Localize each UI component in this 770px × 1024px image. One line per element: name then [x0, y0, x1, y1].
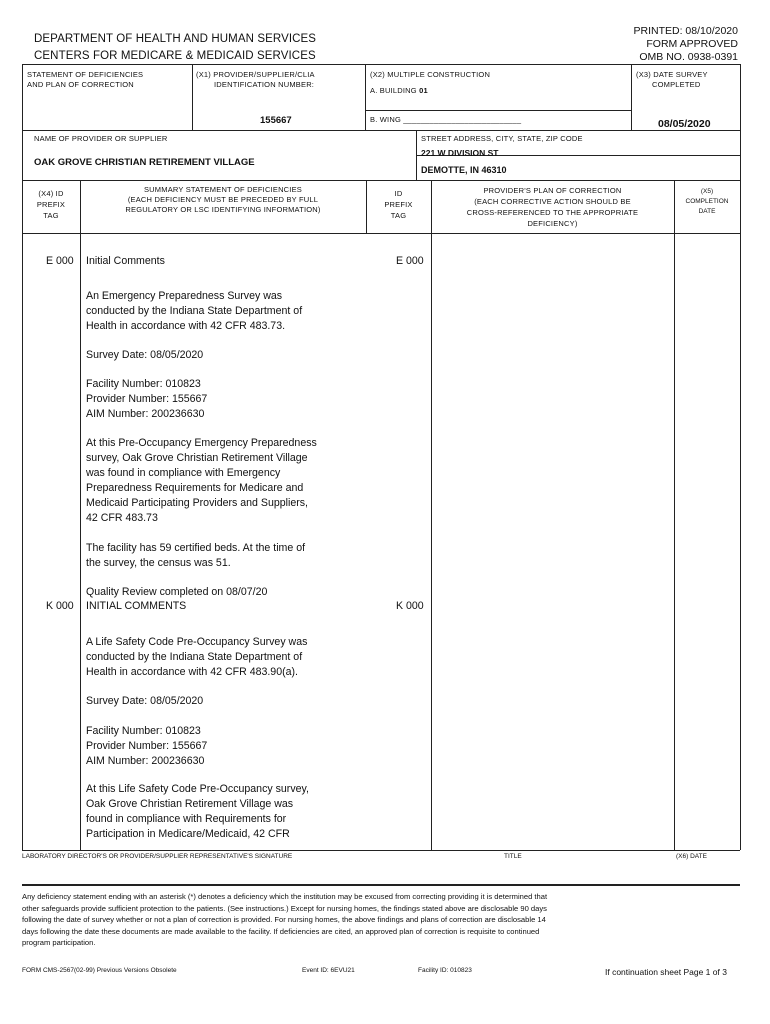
border [740, 64, 741, 850]
paragraph [86, 289, 346, 334]
text-line: At this Life Safety Code Pre-Occupancy survey, [86, 783, 309, 795]
divider [22, 64, 740, 65]
text-line: survey, Oak Grove Christian Retirement Village [86, 452, 308, 464]
e000-title: Initial Comments [86, 255, 165, 267]
text-line: Oak Grove Christian Retirement Village was [86, 798, 294, 810]
text-line: A Life Safety Code Pre-Occupancy Survey was [86, 636, 308, 648]
text-line: Survey Date: 08/05/2020 [86, 695, 204, 707]
divider [365, 110, 631, 111]
statement-label: AND PLAN OF CORRECTION [27, 80, 134, 89]
completion-header: (X5) COMPLETION DATE [685, 188, 729, 215]
building-value: 01 [419, 86, 428, 95]
paragraph [86, 782, 346, 842]
paragraph [86, 724, 346, 769]
column-divider [80, 180, 81, 850]
paragraph [86, 694, 346, 709]
statement-label: STATEMENT OF DEFICIENCIES [27, 70, 144, 79]
k000-title: INITIAL COMMENTS [86, 600, 187, 612]
form-approved: FORM APPROVED [646, 38, 738, 50]
x1-label: IDENTIFICATION NUMBER: [214, 80, 315, 89]
divider [192, 64, 193, 130]
text-line: Quality Review completed on 08/07/20 [86, 586, 268, 598]
signature-label: LABORATORY DIRECTOR'S OR PROVIDER/SUPPLIER REPRESENTATIVE'S SIGNATURE [22, 853, 293, 860]
text-line: Participation in Medicare/Medicaid, 42 CFR [86, 828, 290, 840]
text-line: was found in compliance with Emergency [86, 467, 281, 479]
divider [365, 64, 366, 130]
text-line: conducted by the Indiana State Department of [86, 651, 303, 663]
text-line: Survey Date: 08/05/2020 [86, 349, 204, 361]
department-name: DEPARTMENT OF HEALTH AND HUMAN SERVICES [34, 33, 317, 45]
divider [22, 180, 740, 181]
text-line: Health in accordance with 42 CFR 483.73. [86, 320, 286, 332]
text-line: 42 CFR 483.73 [86, 512, 158, 524]
text-line: Provider Number: 155667 [86, 740, 208, 752]
divider [22, 130, 740, 131]
paragraph [86, 585, 346, 600]
text-line: Any deficiency statement ending with an asterisk (*) denotes a deficiency which the institution may be excused from correcting providing it is determined that [22, 892, 548, 901]
paragraph [86, 377, 346, 422]
paragraph [86, 436, 346, 526]
provider-name-label: NAME OF PROVIDER OR SUPPLIER [34, 134, 168, 143]
text-line: the survey, the census was 51. [86, 557, 231, 569]
text-line: Facility Number: 010823 [86, 378, 201, 390]
text-line: program participation. [22, 938, 96, 948]
text-line: Preparedness Requirements for Medicare and [86, 482, 304, 494]
divider [22, 233, 740, 234]
divider [631, 64, 632, 130]
x2-label: (X2) MULTIPLE CONSTRUCTION [370, 70, 491, 79]
k000-tag: K 000 [46, 600, 74, 612]
printed-date: PRINTED: 08/10/2020 [633, 25, 738, 37]
text-line: AIM Number: 200236630 [86, 408, 205, 420]
agency-name: CENTERS FOR MEDICARE & MEDICAID SERVICES [34, 50, 316, 62]
text-line: Health in accordance with 42 CFR 483.90(a). [86, 666, 298, 678]
paragraph [86, 635, 346, 680]
plan-header: PROVIDER'S PLAN OF CORRECTION (EACH CORRECTIVE ACTION SHOULD BE CROSS-REFERENCED TO THE APPROPRIATE DEFICIENCY) [466, 186, 639, 228]
divider [416, 130, 417, 180]
x3-label: (X3) DATE SURVEY [636, 70, 708, 79]
paragraph [86, 348, 346, 363]
id-prefix-header: ID PREFIX TAG [384, 189, 413, 220]
text-line: other safeguards provide sufficient protection to the patients. (See instructions.) Except for nursing homes, the findings stated above are disclosable 90 days [22, 903, 547, 913]
x3-label: COMPLETED [652, 80, 701, 89]
text-line: Provider Number: 155667 [86, 393, 208, 405]
title-label: TITLE [504, 853, 522, 860]
x1-label: (X1) PROVIDER/SUPPLIER/CLIA [196, 70, 315, 79]
e000-tag: E 000 [46, 255, 74, 267]
k000-tag-right: K 000 [396, 600, 424, 612]
survey-completed-date: 08/05/2020 [658, 118, 711, 130]
text-line: found in compliance with Requirements for [86, 813, 287, 825]
text-line: The facility has 59 certified beds. At the time of [86, 542, 306, 554]
x4-header: (X4) ID PREFIX TAG [36, 189, 66, 220]
column-divider [674, 180, 675, 850]
text-line: AIM Number: 200236630 [86, 755, 205, 767]
summary-header: SUMMARY STATEMENT OF DEFICIENCIES (EACH DEFICIENCY MUST BE PRECEDED BY FULL REGULATORY OR LSC IDENTIFYING INFORMATION) [125, 185, 321, 214]
text-line: An Emergency Preparedness Survey was [86, 290, 283, 302]
city-state-zip: DEMOTTE, IN 46310 [421, 165, 507, 175]
form-number: FORM CMS-2567(02-99) Previous Versions Obsolete [22, 967, 177, 974]
event-id: Event ID: 6EVU21 [302, 967, 355, 974]
omb-number: OMB NO. 0938-0391 [639, 51, 738, 63]
text-line: conducted by the Indiana State Department of [86, 305, 303, 317]
text-line: following the date of survey whether or not a plan of correction is provided. For nursing homes, the above findings and plans of correction are disclosable 14 [22, 915, 546, 925]
provider-id: 155667 [260, 115, 292, 126]
provider-name: OAK GROVE CHRISTIAN RETIREMENT VILLAGE [34, 157, 255, 168]
e000-tag-right: E 000 [396, 255, 424, 267]
street-address: 221 W DIVISION ST [421, 148, 499, 158]
text-line: days following the date these documents are made available to the facility. If deficiencies are cited, an approved plan of correction is requisite to continued [22, 926, 540, 936]
facility-id: Facility ID: 010823 [418, 967, 472, 974]
divider [22, 850, 740, 851]
text-line: At this Pre-Occupancy Emergency Preparedness [86, 437, 317, 449]
page-indicator: If continuation sheet Page 1 of 3 [605, 967, 727, 977]
border [22, 64, 23, 850]
building-label: A. BUILDING 01 [370, 86, 428, 95]
divider [22, 884, 740, 886]
address-label: STREET ADDRESS, CITY, STATE, ZIP CODE [421, 134, 583, 143]
text-line: Facility Number: 010823 [86, 725, 201, 737]
column-divider [431, 180, 432, 850]
paragraph [86, 541, 346, 571]
date-label: (X6) DATE [676, 853, 707, 860]
disclaimer [22, 891, 652, 949]
text-line: Medicaid Participating Providers and Suppliers, [86, 497, 308, 509]
wing-label: B. WING ___________________________ [370, 115, 522, 124]
